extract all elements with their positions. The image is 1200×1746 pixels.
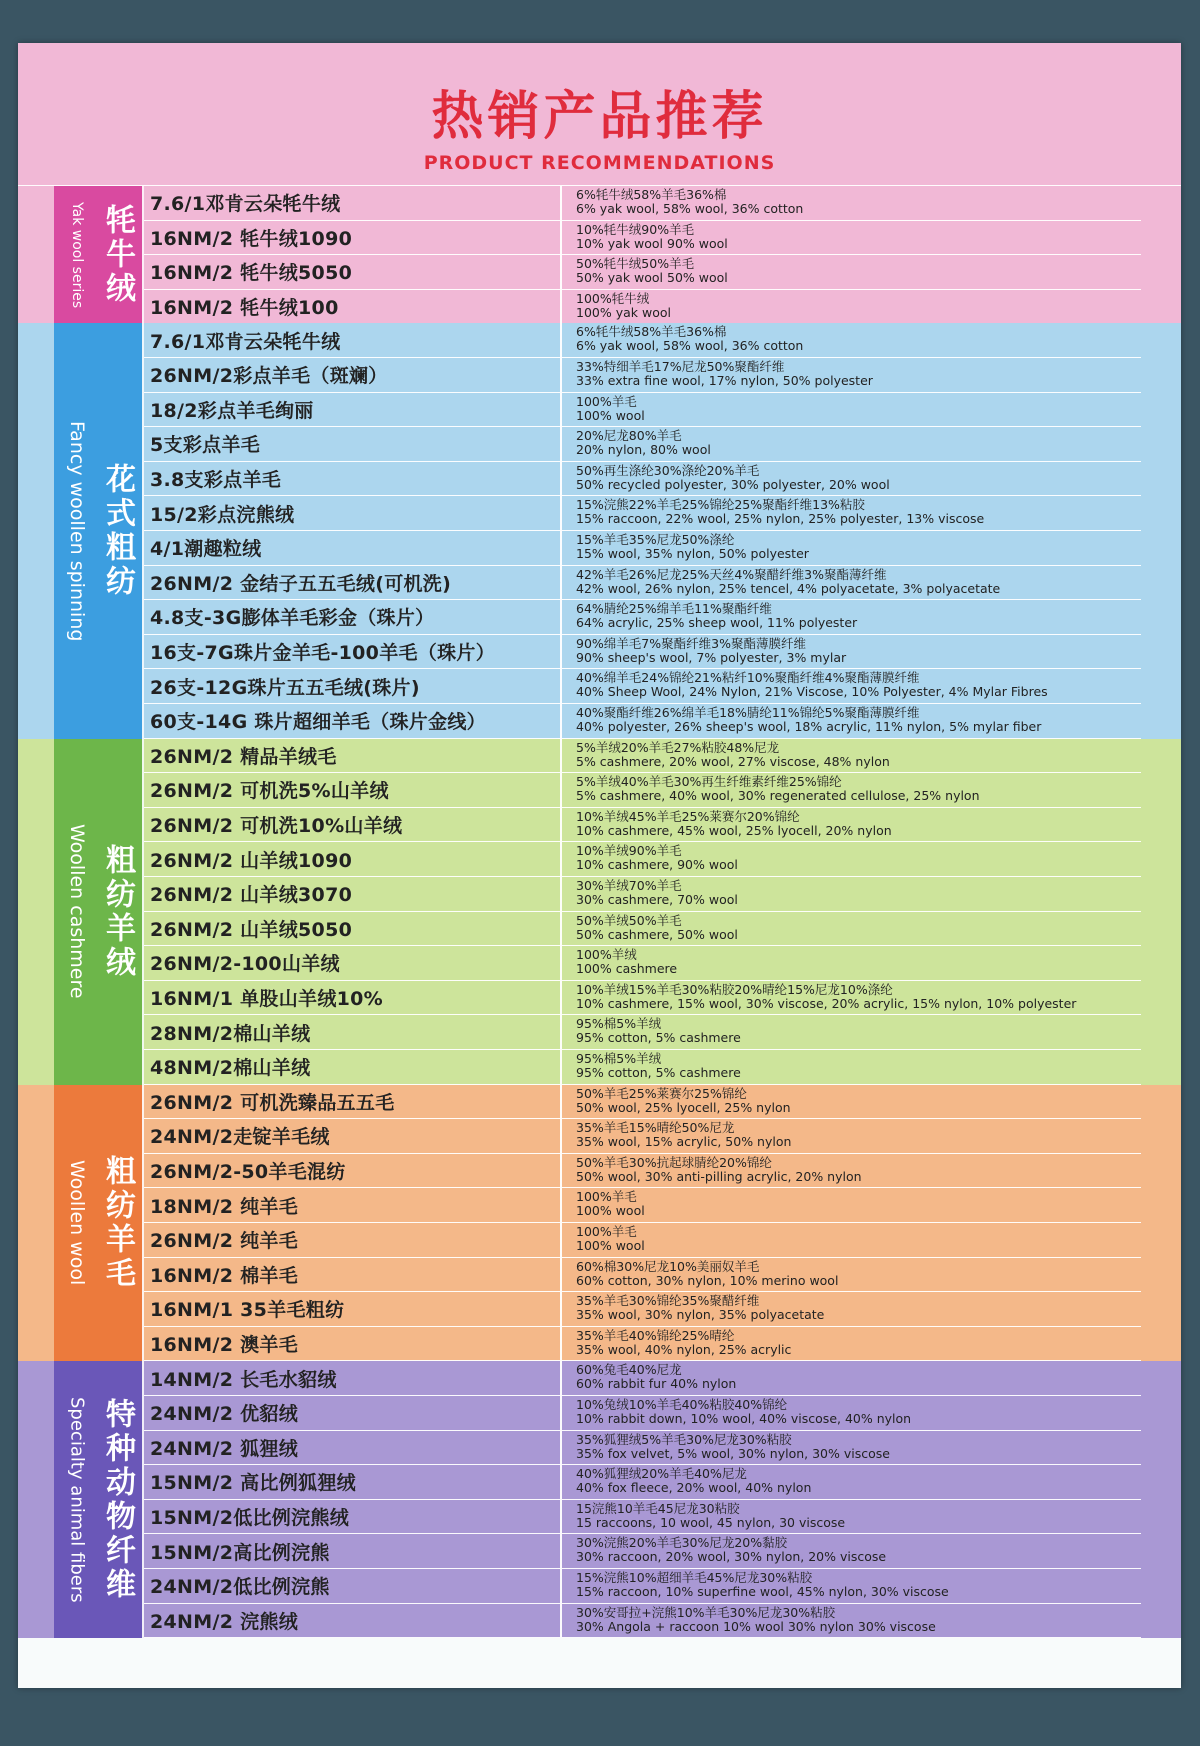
product-name: 26NM/2 纯羊毛 [150, 1230, 299, 1253]
product-name: 14NM/2 长毛水貂绒 [150, 1368, 337, 1391]
composition-cn: 15%羊毛35%尼龙50%涤纶 [576, 531, 735, 547]
product-name: 16NM/1 单股山羊绒10% [150, 988, 384, 1011]
composition-cn: 100%羊绒 [576, 947, 637, 963]
table-row [144, 1361, 1141, 1396]
column-divider [560, 1223, 562, 1257]
table-row [144, 912, 1141, 947]
product-name: 15NM/2 高比例狐狸绒 [150, 1472, 356, 1495]
composition-en: 100% wool [576, 1237, 645, 1253]
composition [576, 429, 1137, 457]
composition-en: 35% wool, 30% nylon, 35% polyacetate [576, 1307, 825, 1323]
product-name: 15NM/2高比例浣熊 [150, 1541, 330, 1564]
product-name: 26NM/2 可机洗5%山羊绒 [150, 780, 389, 803]
column-divider [560, 1361, 562, 1395]
composition [576, 1329, 1137, 1357]
composition [576, 879, 1137, 907]
product-name: 26NM/2 可机洗10%山羊绒 [150, 815, 403, 838]
section-label-en: Woollen cashmere [66, 824, 88, 999]
composition-en: 15 raccoons, 10 wool, 45 nylon, 30 viscose [576, 1514, 846, 1530]
composition-cn: 64%腈纶25%绵羊毛11%聚酯纤维 [576, 601, 772, 617]
composition [576, 637, 1137, 665]
composition-en: 5% cashmere, 40% wool, 30% regenerated cellulose, 25% nylon [576, 788, 980, 804]
table-row [144, 1292, 1141, 1327]
product-name: 26NM/2彩点羊毛（斑斓） [150, 365, 388, 388]
composition-en: 50% recycled polyester, 30% polyester, 20% wool [576, 476, 890, 492]
section-label [54, 186, 144, 324]
composition [576, 498, 1137, 526]
product-rows [144, 1085, 1141, 1362]
composition-en: 10% cashmere, 90% wool [576, 857, 738, 873]
column-divider [560, 1327, 562, 1361]
product-name: 15NM/2低比例浣熊绒 [150, 1507, 350, 1530]
composition-cn: 30%浣熊20%羊毛30%尼龙20%黏胶 [576, 1535, 788, 1551]
column-divider [560, 393, 562, 427]
product-rows [144, 186, 1141, 324]
table-row [144, 1050, 1141, 1085]
table-row [144, 1327, 1141, 1362]
table-row [144, 358, 1141, 393]
composition [576, 568, 1137, 596]
table-row [144, 704, 1141, 739]
column-divider [560, 808, 562, 842]
column-divider [560, 1604, 562, 1638]
composition-cn: 10%兔绒10%羊毛40%粘胶40%锦纶 [576, 1396, 788, 1412]
composition-en: 10% cashmere, 15% wool, 30% viscose, 20% acrylic, 15% nylon, 10% polyester [576, 995, 1077, 1011]
composition-cn: 100%牦牛绒 [576, 290, 650, 306]
composition [576, 914, 1137, 942]
composition [576, 1606, 1137, 1634]
table-row [144, 1015, 1141, 1050]
composition-en: 50% yak wool 50% wool [576, 270, 728, 286]
composition-cn: 100%羊毛 [576, 393, 637, 409]
title-banner [18, 43, 1181, 208]
column-divider [560, 842, 562, 876]
composition-cn: 15浣熊10羊毛45尼龙30粘胶 [576, 1500, 740, 1516]
composition-cn: 90%绵羊毛7%聚酯纤维3%聚酯薄膜纤维 [576, 635, 806, 651]
product-name: 4.8支-3G膨体羊毛彩金（珠片） [150, 607, 435, 630]
composition-en: 15% raccoon, 10% superfine wool, 45% nylon, 30% viscose [576, 1583, 949, 1599]
composition [576, 1190, 1137, 1218]
composition-en: 30% raccoon, 20% wool, 30% nylon, 20% viscose [576, 1549, 887, 1565]
composition-cn: 50%再生涤纶30%涤纶20%羊毛 [576, 462, 760, 478]
composition-cn: 35%羊毛40%锦纶25%晴纶 [576, 1327, 735, 1343]
table-row [144, 1396, 1141, 1431]
product-name: 16NM/2 澳羊毛 [150, 1334, 299, 1357]
composition-en: 42% wool, 26% nylon, 25% tencel, 4% polyacetate, 3% polyacetate [576, 580, 1001, 596]
column-divider [560, 981, 562, 1015]
product-name: 7.6/1邓肯云朵牦牛绒 [150, 193, 341, 216]
column-divider [560, 462, 562, 496]
composition-cn: 5%羊绒20%羊毛27%粘胶48%尼龙 [576, 739, 780, 755]
table-row [144, 566, 1141, 601]
composition [576, 1363, 1137, 1391]
column-divider [560, 773, 562, 807]
composition [576, 1017, 1137, 1045]
composition-en: 10% rabbit down, 10% wool, 40% viscose, 40% nylon [576, 1410, 912, 1426]
composition-en: 100% wool [576, 1203, 645, 1219]
composition-en: 10% cashmere, 45% wool, 25% lyocell, 20% nylon [576, 822, 892, 838]
composition-en: 35% fox velvet, 5% wool, 30% nylon, 30% viscose [576, 1445, 890, 1461]
section-label [54, 1085, 144, 1362]
composition-en: 60% cotton, 30% nylon, 10% merino wool [576, 1272, 839, 1288]
composition-en: 90% sheep's wool, 7% polyester, 3% mylar [576, 649, 847, 665]
column-divider [560, 1050, 562, 1084]
composition-en: 50% wool, 30% anti-pilling acrylic, 20% nylon [576, 1168, 862, 1184]
product-name: 16NM/2 棉羊毛 [150, 1264, 299, 1287]
page-subtitle: PRODUCT RECOMMENDATIONS [423, 152, 776, 174]
composition [576, 671, 1137, 699]
product-name: 5支彩点羊毛 [150, 434, 261, 457]
composition-cn: 40%聚酯纤维26%绵羊毛18%腈纶11%锦纶5%聚酯薄膜纤维 [576, 704, 920, 720]
product-name: 4/1潮趣粒绒 [150, 538, 262, 561]
composition-cn: 50%羊毛25%莱赛尔25%锦纶 [576, 1085, 747, 1101]
product-name: 24NM/2低比例浣熊 [150, 1576, 330, 1599]
composition [576, 464, 1137, 492]
table-row [144, 946, 1141, 981]
composition [576, 1571, 1137, 1599]
composition [576, 775, 1137, 803]
table-row [144, 877, 1141, 912]
column-divider [560, 1119, 562, 1153]
column-divider [560, 912, 562, 946]
product-name: 16支-7G珠片金羊毛-100羊毛（珠片） [150, 642, 495, 665]
composition-cn: 50%牦牛绒50%羊毛 [576, 256, 695, 272]
composition-en: 35% wool, 40% nylon, 25% acrylic [576, 1341, 792, 1357]
composition [576, 1467, 1137, 1495]
table-row [144, 1188, 1141, 1223]
composition [576, 1121, 1137, 1149]
composition [576, 844, 1137, 872]
section-label-en: Yak wool series [69, 202, 85, 309]
composition [576, 1502, 1137, 1530]
table-row [144, 739, 1141, 774]
column-divider [560, 1431, 562, 1465]
column-divider [560, 566, 562, 600]
product-name: 26NM/2 山羊绒3070 [150, 884, 353, 907]
composition-cn: 30%羊绒70%羊毛 [576, 877, 682, 893]
composition [576, 1087, 1137, 1115]
section-1 [18, 323, 1181, 738]
composition-en: 60% rabbit fur 40% nylon [576, 1376, 737, 1392]
composition [576, 257, 1137, 285]
product-name: 26NM/2 金结子五五毛绒(可机洗) [150, 572, 452, 595]
column-divider [560, 1154, 562, 1188]
composition-en: 50% cashmere, 50% wool [576, 926, 738, 942]
product-name: 16NM/2 牦牛绒1090 [150, 227, 353, 250]
composition [576, 1156, 1137, 1184]
section-4 [18, 1361, 1181, 1638]
product-name: 15/2彩点浣熊绒 [150, 503, 295, 526]
product-name: 24NM/2 狐狸绒 [150, 1437, 299, 1460]
composition [576, 1052, 1137, 1080]
table-row [144, 323, 1141, 358]
table-row [144, 635, 1141, 670]
composition-en: 20% nylon, 80% wool [576, 442, 711, 458]
column-divider [560, 1188, 562, 1222]
product-name: 26NM/2-50羊毛混纺 [150, 1161, 346, 1184]
table-row [144, 1223, 1141, 1258]
composition [576, 1398, 1137, 1426]
product-name: 48NM/2棉山羊绒 [150, 1057, 311, 1080]
section-label-en: Woollen wool [66, 1160, 88, 1286]
product-name: 26NM/2 精品羊绒毛 [150, 745, 337, 768]
column-divider [560, 358, 562, 392]
composition-cn: 40%绵羊毛24%锦纶21%粘纤10%聚酯纤维4%聚酯薄膜纤维 [576, 670, 920, 686]
column-divider [560, 1292, 562, 1326]
composition-cn: 35%羊毛30%锦纶35%聚醋纤维 [576, 1293, 760, 1309]
column-divider [560, 1258, 562, 1292]
table-row [144, 1431, 1141, 1466]
product-name: 7.6/1邓肯云朵牦牛绒 [150, 330, 341, 353]
composition [576, 948, 1137, 976]
composition [576, 983, 1137, 1011]
table-row [144, 1500, 1141, 1535]
composition-en: 15% raccoon, 22% wool, 25% nylon, 25% polyester, 13% viscose [576, 511, 985, 527]
column-divider [560, 531, 562, 565]
product-name: 16NM/2 牦牛绒100 [150, 297, 339, 320]
composition-cn: 15%浣熊10%超细羊毛45%尼龙30%粘胶 [576, 1569, 813, 1585]
column-divider [560, 1534, 562, 1568]
composition-cn: 10%羊绒45%羊毛25%莱赛尔20%锦纶 [576, 808, 800, 824]
composition-cn: 33%特细羊毛17%尼龙50%聚酯纤维 [576, 358, 785, 374]
composition [576, 325, 1137, 353]
section-label-cn: 特种动物纤维 [100, 1397, 135, 1602]
product-name: 60支-14G 珠片超细羊毛（珠片金线） [150, 711, 486, 734]
table-row [144, 427, 1141, 462]
column-divider [560, 739, 562, 773]
column-divider [560, 1015, 562, 1049]
composition-cn: 5%羊绒40%羊毛30%再生纤维素纤维25%锦纶 [576, 774, 842, 790]
composition-en: 35% wool, 15% acrylic, 50% nylon [576, 1134, 792, 1150]
composition-cn: 60%兔毛40%尼龙 [576, 1362, 682, 1378]
column-divider [560, 427, 562, 461]
product-name: 26NM/2-100山羊绒 [150, 953, 340, 976]
composition [576, 741, 1137, 769]
section-label-en: Fancy woollen spinning [66, 420, 88, 642]
composition-en: 40% Sheep Wool, 24% Nylon, 21% Viscose, 10% Polyester, 4% Mylar Fibres [576, 684, 1048, 700]
product-name: 18/2彩点羊毛绚丽 [150, 399, 314, 422]
product-name: 24NM/2 浣熊绒 [150, 1610, 299, 1633]
product-name: 18NM/2 纯羊毛 [150, 1195, 299, 1218]
composition-cn: 10%羊绒15%羊毛30%粘胶20%晴纶15%尼龙10%涤纶 [576, 981, 893, 997]
product-rows [144, 323, 1141, 738]
table-row [144, 462, 1141, 497]
composition-cn: 10%羊绒90%羊毛 [576, 843, 682, 859]
table-row [144, 496, 1141, 531]
composition-cn: 95%棉5%羊绒 [576, 1016, 662, 1032]
composition-en: 5% cashmere, 20% wool, 27% viscose, 48% nylon [576, 753, 890, 769]
column-divider [560, 1085, 562, 1119]
column-divider [560, 290, 562, 324]
product-name: 24NM/2走锭羊毛绒 [150, 1126, 330, 1149]
column-divider [560, 1500, 562, 1534]
column-divider [560, 600, 562, 634]
composition-cn: 10%牦牛绒90%羊毛 [576, 221, 695, 237]
composition-en: 40% fox fleece, 20% wool, 40% nylon [576, 1480, 812, 1496]
column-divider [560, 255, 562, 289]
product-rows [144, 739, 1141, 1085]
table-row [144, 393, 1141, 428]
composition-en: 95% cotton, 5% cashmere [576, 1064, 741, 1080]
section-label-cn: 粗纺羊毛 [100, 1154, 135, 1291]
section-label-cn: 粗纺羊绒 [100, 843, 135, 980]
section-label [54, 1361, 144, 1638]
composition-cn: 6%牦牛绒58%羊毛36%棉 [576, 324, 727, 340]
composition-cn: 100%羊毛 [576, 1223, 637, 1239]
table-row [144, 221, 1141, 256]
table-row [144, 842, 1141, 877]
composition-cn: 15%浣熊22%羊毛25%锦纶25%聚酯纤维13%粘胶 [576, 497, 865, 513]
table-row [144, 1604, 1141, 1639]
composition-en: 6% yak wool, 58% wool, 36% cotton [576, 338, 804, 354]
composition [576, 395, 1137, 423]
column-divider [560, 221, 562, 255]
product-name: 3.8支彩点羊毛 [150, 469, 282, 492]
table-row [144, 981, 1141, 1016]
product-name: 24NM/2 优貂绒 [150, 1403, 299, 1426]
composition [576, 360, 1137, 388]
composition-en: 100% yak wool [576, 304, 671, 320]
composition-cn: 35%羊毛15%晴纶50%尼龙 [576, 1120, 735, 1136]
table-row [144, 669, 1141, 704]
composition-cn: 50%羊绒50%羊毛 [576, 912, 682, 928]
column-divider [560, 1396, 562, 1430]
composition [576, 1536, 1137, 1564]
composition-cn: 6%牦牛绒58%羊毛36%棉 [576, 187, 727, 202]
composition-cn: 30%安哥拉+浣熊10%羊毛30%尼龙30%粘胶 [576, 1604, 836, 1620]
column-divider [560, 186, 562, 220]
composition [576, 602, 1137, 630]
table-row [144, 1569, 1141, 1604]
composition [576, 1433, 1137, 1461]
composition-cn: 20%尼龙80%羊毛 [576, 428, 682, 444]
composition-en: 64% acrylic, 25% sheep wool, 11% polyester [576, 615, 858, 631]
composition-en: 30% Angola + raccoon 10% wool 30% nylon 30% viscose [576, 1618, 936, 1634]
composition-cn: 40%狐狸绒20%羊毛40%尼龙 [576, 1466, 747, 1482]
column-divider [560, 877, 562, 911]
table-row [144, 531, 1141, 566]
composition-en: 40% polyester, 26% sheep's wool, 18% acrylic, 11% nylon, 5% mylar fiber [576, 718, 1042, 734]
composition-en: 6% yak wool, 58% wool, 36% cotton [576, 201, 804, 216]
composition-cn: 60%棉30%尼龙10%美丽奴羊毛 [576, 1258, 760, 1274]
composition-en: 100% wool [576, 407, 645, 423]
composition-en: 10% yak wool 90% wool [576, 235, 728, 251]
section-2 [18, 739, 1181, 1085]
composition-cn: 100%羊毛 [576, 1189, 637, 1205]
product-name: 26NM/2 山羊绒5050 [150, 918, 353, 941]
composition [576, 810, 1137, 838]
composition [576, 1225, 1137, 1253]
composition-cn: 35%狐狸绒5%羊毛30%尼龙30%粘胶 [576, 1431, 792, 1447]
section-0 [18, 185, 1181, 324]
composition-cn: 50%羊毛30%抗起球腈纶20%锦纶 [576, 1154, 772, 1170]
composition-en: 50% wool, 25% lyocell, 25% nylon [576, 1099, 791, 1115]
column-divider [560, 635, 562, 669]
product-rows [144, 1361, 1141, 1638]
column-divider [560, 1465, 562, 1499]
column-divider [560, 496, 562, 530]
column-divider [560, 323, 562, 357]
product-name: 16NM/2 牦牛绒5050 [150, 262, 353, 285]
product-name: 26NM/2 可机洗臻品五五毛 [150, 1091, 395, 1114]
section-label [54, 323, 144, 738]
page-title: 热销产品推荐 [431, 87, 768, 147]
composition [576, 706, 1137, 734]
composition-cn: 95%棉5%羊绒 [576, 1050, 662, 1066]
column-divider [560, 704, 562, 738]
composition [576, 188, 1137, 216]
table-row [144, 773, 1141, 808]
table-row [144, 255, 1141, 290]
composition-en: 95% cotton, 5% cashmere [576, 1030, 741, 1046]
table-row [144, 1119, 1141, 1154]
section-label-en: Specialty animal fibers [66, 1396, 88, 1603]
table-row [144, 808, 1141, 843]
table-row [144, 1465, 1141, 1500]
section-label-cn: 花式粗纺 [100, 462, 135, 599]
product-name: 26NM/2 山羊绒1090 [150, 849, 353, 872]
section-label [54, 739, 144, 1085]
column-divider [560, 946, 562, 980]
composition [576, 292, 1137, 320]
poster [18, 43, 1181, 1688]
table-row [144, 1154, 1141, 1189]
composition [576, 1260, 1137, 1288]
product-name: 26支-12G珠片五五毛绒(珠片) [150, 676, 420, 699]
composition-en: 15% wool, 35% nylon, 50% polyester [576, 545, 809, 561]
composition-en: 33% extra fine wool, 17% nylon, 50% polyester [576, 372, 873, 388]
composition [576, 1294, 1137, 1322]
column-divider [560, 669, 562, 703]
table-row [144, 1534, 1141, 1569]
composition-en: 100% cashmere [576, 961, 678, 977]
composition [576, 223, 1137, 251]
table-row [144, 1085, 1141, 1120]
product-name: 16NM/1 35羊毛粗纺 [150, 1299, 345, 1322]
table-row [144, 600, 1141, 635]
table-row [144, 290, 1141, 325]
product-name: 28NM/2棉山羊绒 [150, 1022, 311, 1045]
column-divider [560, 1569, 562, 1603]
composition-cn: 42%羊毛26%尼龙25%天丝4%聚醋纤维3%聚酯薄纤维 [576, 566, 887, 582]
section-label-cn: 牦牛绒 [100, 204, 135, 307]
composition [576, 533, 1137, 561]
composition-en: 30% cashmere, 70% wool [576, 891, 738, 907]
section-3 [18, 1085, 1181, 1362]
table-row [144, 186, 1141, 221]
table-row [144, 1258, 1141, 1293]
